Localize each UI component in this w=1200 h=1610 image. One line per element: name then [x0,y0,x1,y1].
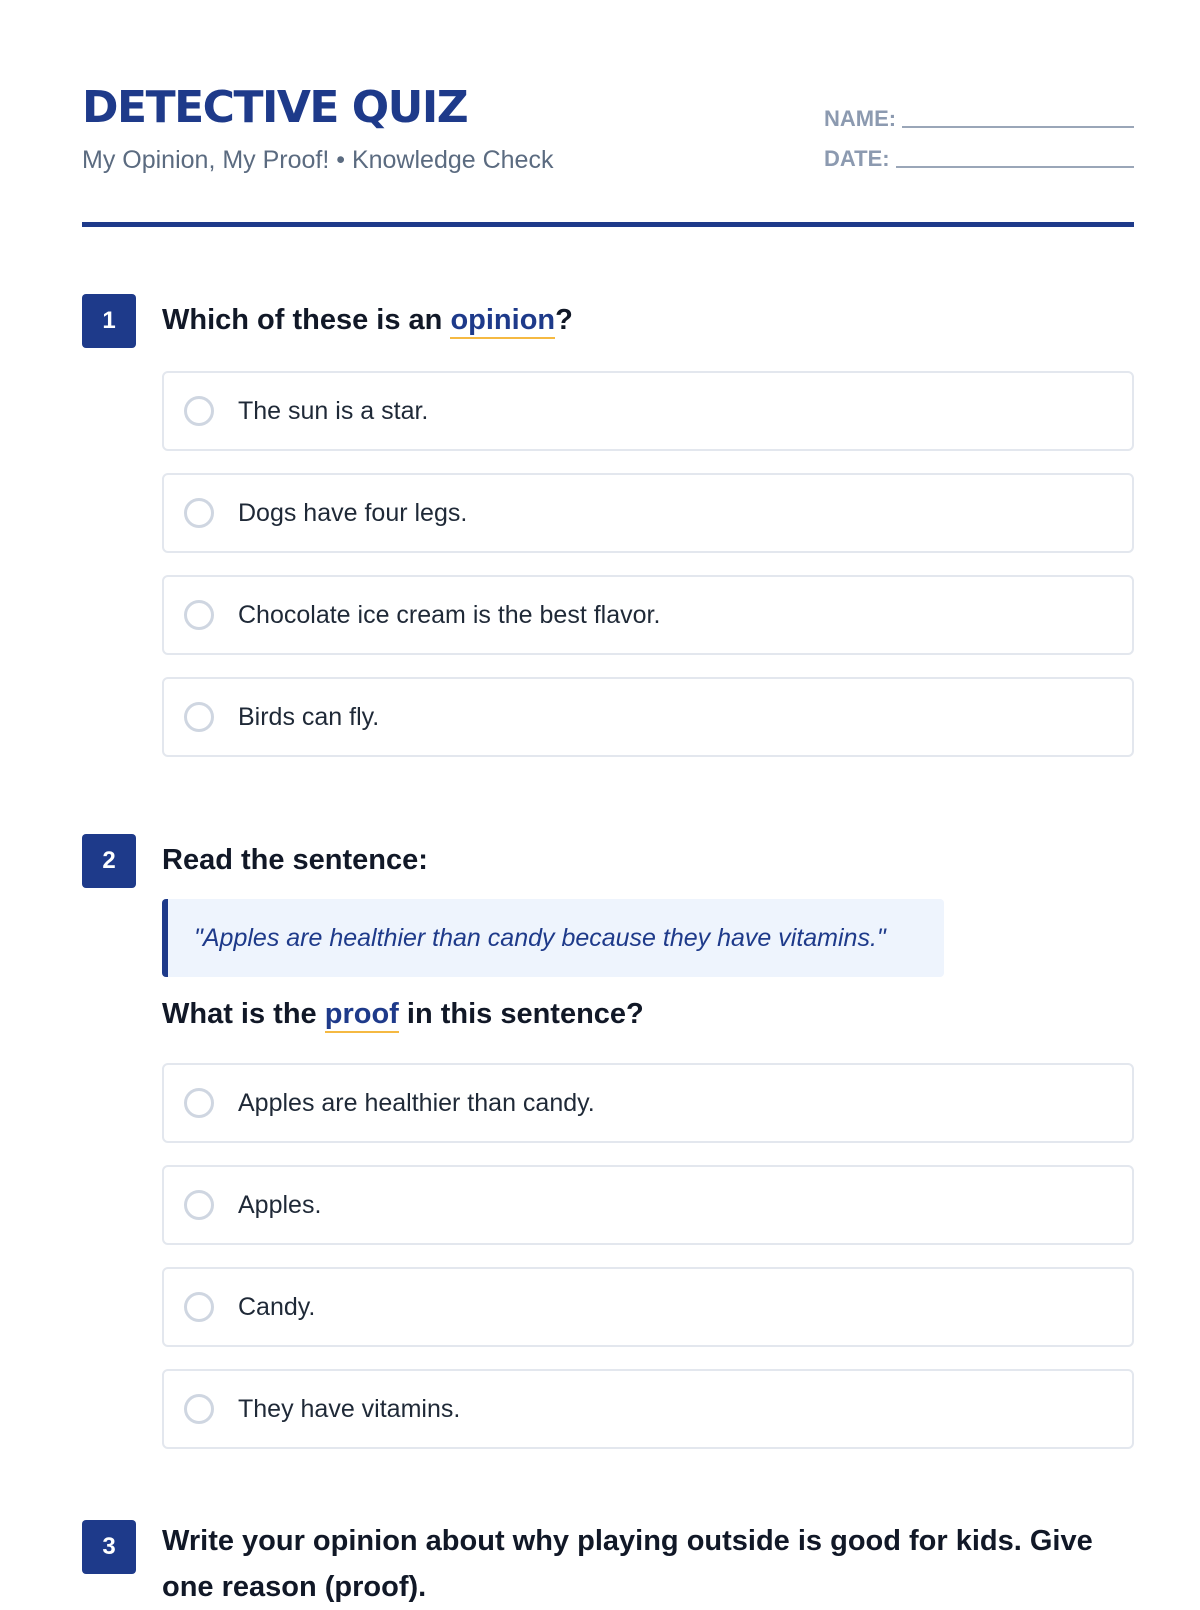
header-divider [82,222,1134,227]
question-prompt: Write your opinion about why playing outside is good for kids. Give one reason (proof). [162,1525,1093,1603]
prompt-text: What is the [162,998,325,1030]
option-label: Dogs have four legs. [238,498,468,527]
answer-option[interactable] [162,677,1134,757]
question-number-badge: 1 [82,294,136,348]
answer-options [162,371,1134,757]
quote-box: "Apples are healthier than candy because they have vitamins." [162,899,944,977]
radio-button[interactable] [184,1292,214,1322]
keyword-proof: proof [325,998,399,1033]
radio-button[interactable] [184,702,214,732]
radio-button[interactable] [184,396,214,426]
prompt-text: Which of these is an [162,304,451,336]
quiz-header [82,80,1134,200]
question-body [162,834,1134,1471]
question-prompt [162,297,1134,343]
answer-option[interactable] [162,575,1134,655]
answer-option[interactable] [162,1267,1134,1347]
question-body [162,1520,1134,1610]
question-number-badge: 2 [82,834,136,888]
date-label: DATE: [824,146,890,171]
answer-option[interactable] [162,1165,1134,1245]
option-label: Chocolate ice cream is the best flavor. [238,600,661,629]
radio-button[interactable] [184,498,214,528]
option-label: Apples. [238,1190,322,1219]
date-row [824,134,1134,170]
page-title: DETECTIVE QUIZ [82,82,468,133]
option-label: Birds can fly. [238,702,380,731]
radio-button[interactable] [184,1394,214,1424]
page-subtitle: My Opinion, My Proof! • Knowledge Check [82,146,554,174]
answer-option[interactable] [162,1063,1134,1143]
option-label: The sun is a star. [238,396,429,425]
question-intro: Read the sentence: [162,844,428,876]
answer-option[interactable] [162,371,1134,451]
name-row [824,94,1134,130]
radio-button[interactable] [184,1088,214,1118]
question-number-badge: 3 [82,1520,136,1574]
student-info [824,94,1134,174]
answer-option[interactable] [162,473,1134,553]
prompt-text-end: in this sentence? [398,998,644,1030]
question-body [162,294,1134,779]
option-label: Candy. [238,1292,316,1321]
option-label: They have vitamins. [238,1394,461,1423]
answer-options [162,1063,1134,1449]
question-prompt [162,991,1134,1037]
keyword-opinion: opinion [450,304,555,339]
radio-button[interactable] [184,1190,214,1220]
radio-button[interactable] [184,600,214,630]
name-field[interactable] [902,126,1134,128]
option-label: Apples are healthier than candy. [238,1088,595,1117]
prompt-text-end: ? [555,304,573,336]
date-field[interactable] [896,166,1134,168]
name-label: NAME: [824,106,897,131]
answer-option[interactable] [162,1369,1134,1449]
